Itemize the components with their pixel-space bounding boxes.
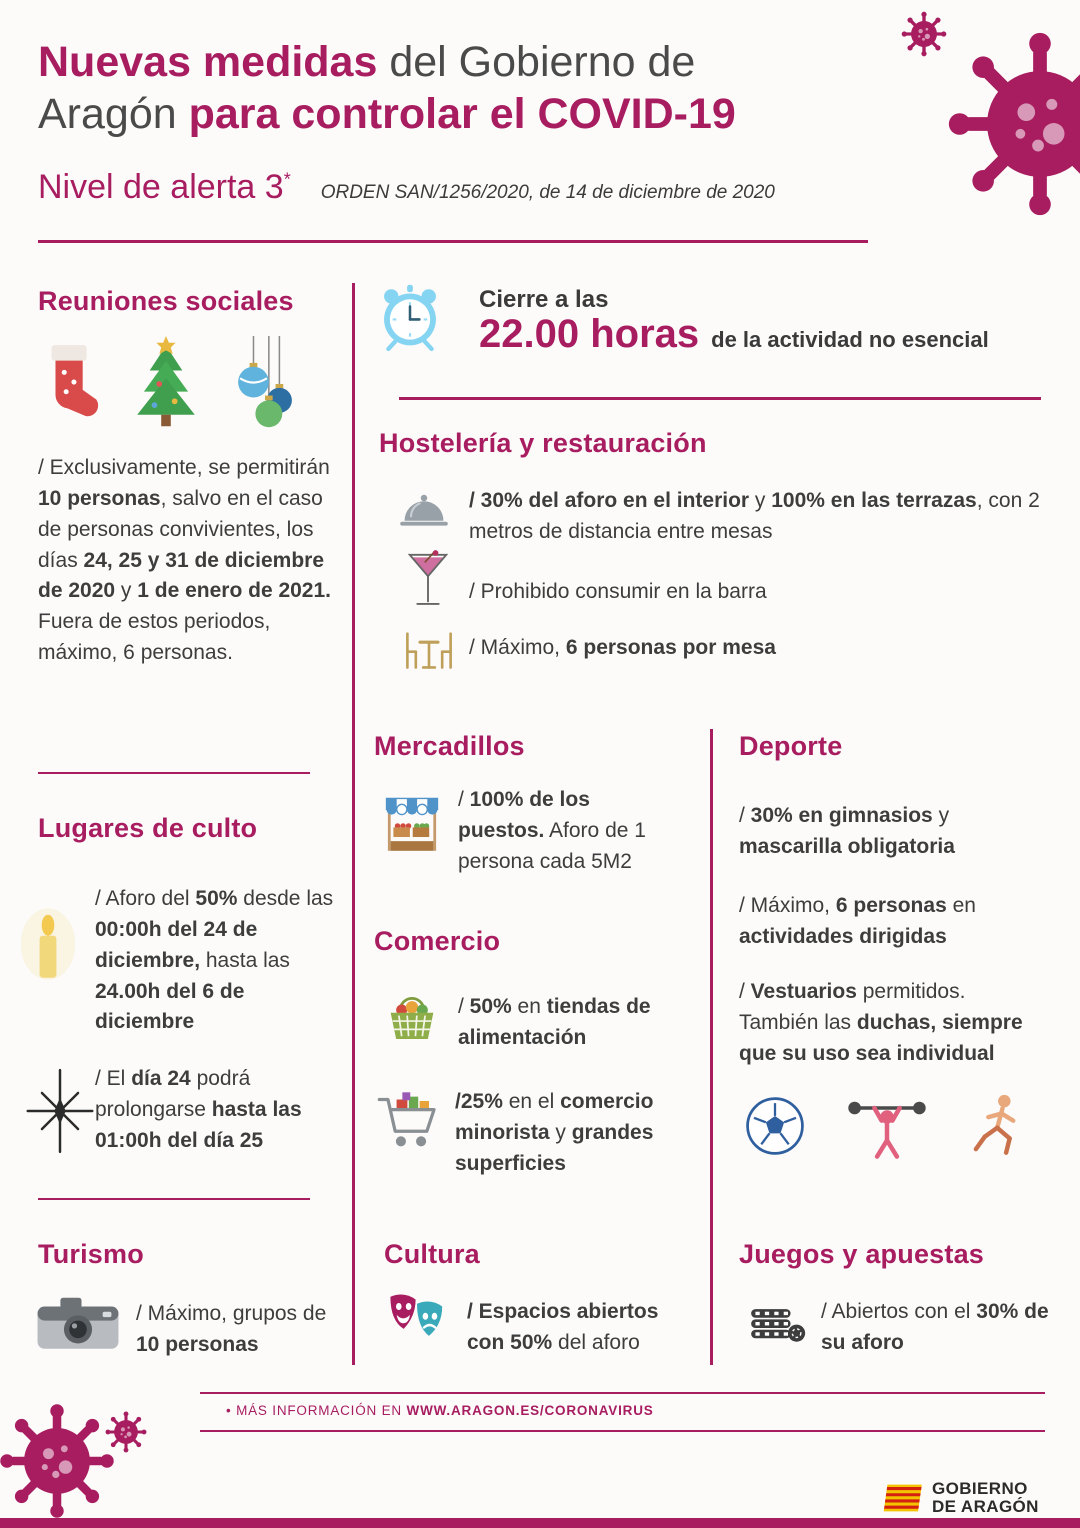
virus-icon-small-bottom	[104, 1410, 148, 1454]
market-stall-icon	[381, 791, 443, 861]
deporte-item-3: / Vestuarios permitidos. También las duchas, siempre que su uso sea individual	[739, 980, 1023, 1065]
christmas-tree-icon	[122, 336, 210, 432]
deporte-item-1: / 30% en gimnasios y mascarilla obligatoria	[739, 804, 955, 858]
soccer-ball-icon	[743, 1094, 807, 1158]
weightlifter-icon	[845, 1090, 929, 1162]
section-title-comercio: Comercio	[374, 926, 501, 956]
left-divider-1	[38, 772, 310, 774]
footer-info-prefix: • MÁS INFORMACIÓN EN	[226, 1403, 407, 1418]
cocktail-glass-icon	[406, 547, 450, 613]
virus-icon-large-bottom	[0, 1400, 118, 1522]
comercio-item-2: /25% en el comercio minorista y grandes superficies	[455, 1090, 654, 1175]
page-title-line1: Nuevas medidas del Gobierno de	[38, 38, 696, 86]
section-title-reuniones: Reuniones sociales	[38, 286, 294, 316]
footer-info	[226, 1403, 654, 1418]
footer-url[interactable]: WWW.ARAGON.ES/CORONAVIRUS	[406, 1403, 654, 1418]
closing-line	[479, 312, 1079, 357]
header-divider	[38, 240, 868, 243]
sports-icons	[743, 1090, 1031, 1162]
hosteleria-item-1: / 30% del aforo en el interior y 100% en las terrazas, con 2 metros de distancia entre mesas	[469, 489, 1040, 543]
alarm-clock-icon	[374, 281, 446, 355]
reuniones-text: / Exclusivamente, se permitirán 10 personas, salvo en el caso de personas convivientes, los días 24, 25 y 31 de diciembre de 2020 y 1 de enero de 2021. Fuera de estos periodos, máximo, 6 personas.	[38, 456, 332, 665]
closing-time: 22.00 horas	[479, 312, 700, 356]
alert-row	[38, 168, 775, 207]
left-divider-2	[38, 1198, 310, 1200]
virus-icon-large	[942, 26, 1080, 222]
shopping-cart-icon	[375, 1085, 447, 1163]
bottom-accent-bar	[0, 1518, 1080, 1528]
gobierno-aragon-logo	[882, 1480, 1039, 1516]
section-title-hosteleria: Hostelería y restauración	[379, 428, 707, 458]
column-separator-right	[710, 729, 713, 1365]
order-reference: ORDEN SAN/1256/2020, de 14 de diciembre de 2020	[320, 182, 775, 203]
deporte-item-2: / Máximo, 6 personas en actividades dirigidas	[739, 894, 976, 948]
footer-divider-bottom	[200, 1430, 1045, 1432]
logo-line2: DE ARAGÓN	[932, 1497, 1039, 1517]
closing-suffix: de la actividad no esencial	[711, 327, 989, 352]
section-title-cultura: Cultura	[384, 1239, 480, 1269]
column-separator-left	[352, 283, 355, 1365]
hosteleria-item-3: / Máximo, 6 personas por mesa	[469, 636, 776, 659]
section-title-juegos: Juegos y apuestas	[739, 1239, 985, 1269]
hosteleria-item-2: / Prohibido consumir en la barra	[469, 580, 767, 603]
logo-line1: GOBIERNO	[932, 1479, 1028, 1498]
alert-level: Nivel de alerta 3*	[38, 168, 291, 206]
closing-prefix: Cierre a las	[479, 286, 609, 313]
section-title-deporte: Deporte	[739, 731, 843, 761]
sparkle-star-icon	[22, 1068, 98, 1154]
christmas-baubles-icon	[226, 336, 304, 432]
poker-chips-icon	[746, 1291, 806, 1353]
runner-icon	[967, 1090, 1031, 1162]
juegos-text: / Abiertos con el 30% de su aforo	[821, 1300, 1049, 1354]
christmas-stocking-icon	[38, 338, 106, 430]
footer-divider-top	[200, 1392, 1045, 1394]
aragon-flag-icon	[882, 1482, 924, 1514]
christmas-icons	[38, 336, 304, 432]
culto-item-1: / Aforo del 50% desde las 00:00h del 24 de diciembre, hasta las 24.00h del 6 de diciembre	[95, 887, 334, 1034]
theater-masks-icon	[382, 1291, 452, 1357]
closing-divider	[399, 397, 1041, 400]
section-title-turismo: Turismo	[38, 1239, 144, 1269]
section-title-culto: Lugares de culto	[38, 813, 258, 843]
camera-icon	[34, 1294, 122, 1356]
mercadillos-text: / 100% de los puestos. Aforo de 1 persona cada 5M2	[458, 788, 646, 873]
grocery-basket-icon	[381, 987, 443, 1051]
serving-cloche-icon	[397, 489, 451, 533]
page-title-line2: Aragón para controlar el COVID-19	[38, 90, 736, 139]
turismo-text: / Máximo, grupos de 10 personas	[136, 1302, 327, 1356]
culto-item-2: / El día 24 podrá prolongarse hasta las 01:00h del día 25	[95, 1067, 302, 1152]
section-title-mercadillos: Mercadillos	[374, 731, 525, 761]
logo-text	[932, 1480, 1039, 1516]
page-title	[38, 36, 736, 141]
virus-icon-small	[900, 10, 948, 58]
comercio-item-1: / 50% en tiendas de alimentación	[458, 995, 651, 1049]
cultura-text: / Espacios abiertos con 50% del aforo	[467, 1300, 659, 1354]
candle-icon	[16, 900, 80, 984]
table-and-chairs-icon	[400, 625, 458, 673]
